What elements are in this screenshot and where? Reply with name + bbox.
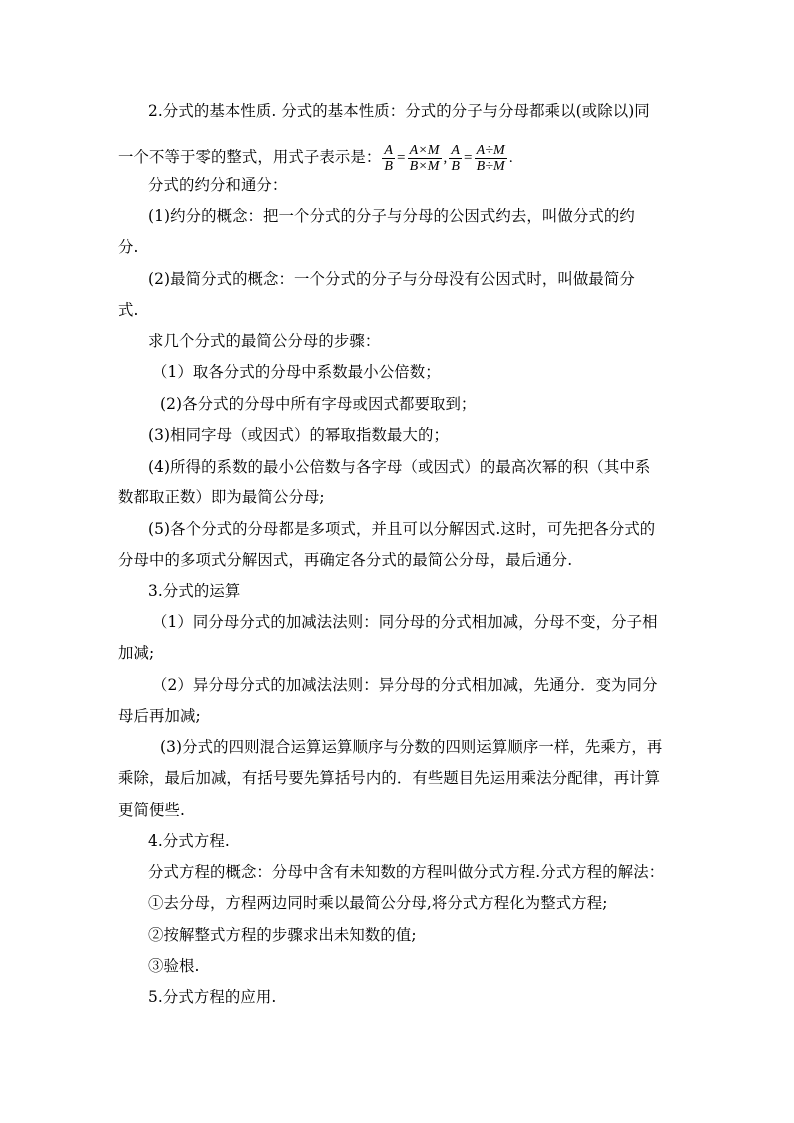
rule-same-denominator-line-1: （1）同分母分式的加减法法则：同分母的分式相加减，分母不变，分子相 xyxy=(152,613,658,631)
rule-mixed-operations-line-1: (3)分式的四则混合运算运算顺序与分数的四则运算顺序一样，先乘方，再 xyxy=(160,738,663,756)
step-4-line-1: (4)所得的系数的最小公倍数与各字母（或因式）的最高次幂的积（其中系 xyxy=(148,458,651,476)
fraction-formula xyxy=(381,142,513,174)
step-4-line-2: 数都取正数）即为最简公分母; xyxy=(118,488,325,506)
fraction-numerator: A xyxy=(451,142,461,158)
fraction-a-over-b xyxy=(449,143,462,174)
step-2: (2)各分式的分母中所有字母或因式都要取到； xyxy=(160,395,477,413)
paragraph-basic-property-prefix: 一个不等于零的整式，用式子表示是： xyxy=(118,148,382,166)
heading-fraction-equation-application: 5.分式方程的应用. xyxy=(148,988,277,1006)
step-3: (3)相同字母（或因式）的幂取指数最大的； xyxy=(148,426,449,444)
heading-fraction-equation: 4.分式方程. xyxy=(148,832,230,850)
rule-different-denominator-line-1: （2）异分母分式的加减法法则：异分母的分式相加减，先通分．变为同分 xyxy=(152,676,658,694)
equals-sign: = xyxy=(464,150,473,166)
paragraph-basic-property-line-1: 2.分式的基本性质. 分式的基本性质：分式的分子与分母都乘以(或除以)同 xyxy=(148,102,650,120)
paragraph-reduction-line-2: 分. xyxy=(118,238,139,256)
fraction-denominator: B xyxy=(384,158,393,174)
comma: , xyxy=(443,150,448,166)
fraction-denominator: B÷M xyxy=(476,158,505,174)
paragraph-fraction-equation-concept: 分式方程的概念：分母中含有未知数的方程叫做分式方程.分式方程的解法： xyxy=(148,863,665,881)
solution-step-2: ②按解整式方程的步骤求出未知数的值; xyxy=(148,926,417,944)
paragraph-simplest-fraction-line-1: (2)最简分式的概念：一个分式的分子与分母没有公因式时，叫做最简分 xyxy=(148,270,635,288)
heading-fraction-operations: 3.分式的运算 xyxy=(148,582,241,600)
step-5-line-1: (5)各个分式的分母都是多项式，并且可以分解因式.这时，可先把各分式的 xyxy=(148,520,656,538)
fraction-divide xyxy=(475,143,507,174)
paragraph-simplest-fraction-line-2: 式. xyxy=(118,301,139,319)
paragraph-basic-property-line-2 xyxy=(118,140,514,175)
rule-same-denominator-line-2: 加减; xyxy=(118,644,155,662)
rule-different-denominator-line-2: 母后再加减; xyxy=(118,707,201,725)
period: . xyxy=(508,150,513,166)
fraction-numerator: A÷M xyxy=(476,142,505,158)
step-1: （1）取各分式的分母中系数最小公倍数； xyxy=(152,363,441,381)
step-5-line-2: 分母中的多项式分解因式，再确定各分式的最简公分母，最后通分. xyxy=(118,551,573,569)
rule-mixed-operations-line-2: 乘除，最后加减，有括号要先算括号内的．有些题目先运用乘法分配律，再计算 xyxy=(118,769,661,787)
paragraph-reduction-line-1: (1)约分的概念：把一个分式的分子与分母的公因式约去，叫做分式的约 xyxy=(148,207,635,225)
heading-lcd-steps: 求几个分式的最简公分母的步骤： xyxy=(148,332,381,350)
heading-reduce-and-common-denominator: 分式的约分和通分： xyxy=(148,176,288,194)
fraction-denominator: B×M xyxy=(409,158,440,174)
solution-step-1: ①去分母，方程两边同时乘以最简公分母,将分式方程化为整式方程; xyxy=(148,894,608,912)
fraction-multiply xyxy=(408,143,442,174)
fraction-denominator: B xyxy=(451,158,461,174)
solution-step-3: ③验根. xyxy=(148,957,200,975)
fraction-numerator: A xyxy=(384,142,393,158)
fraction-numerator: A×M xyxy=(409,142,440,158)
fraction-a-over-b xyxy=(382,143,395,174)
rule-mixed-operations-line-3: 更简便些. xyxy=(118,801,185,819)
equals-sign: = xyxy=(397,150,406,166)
